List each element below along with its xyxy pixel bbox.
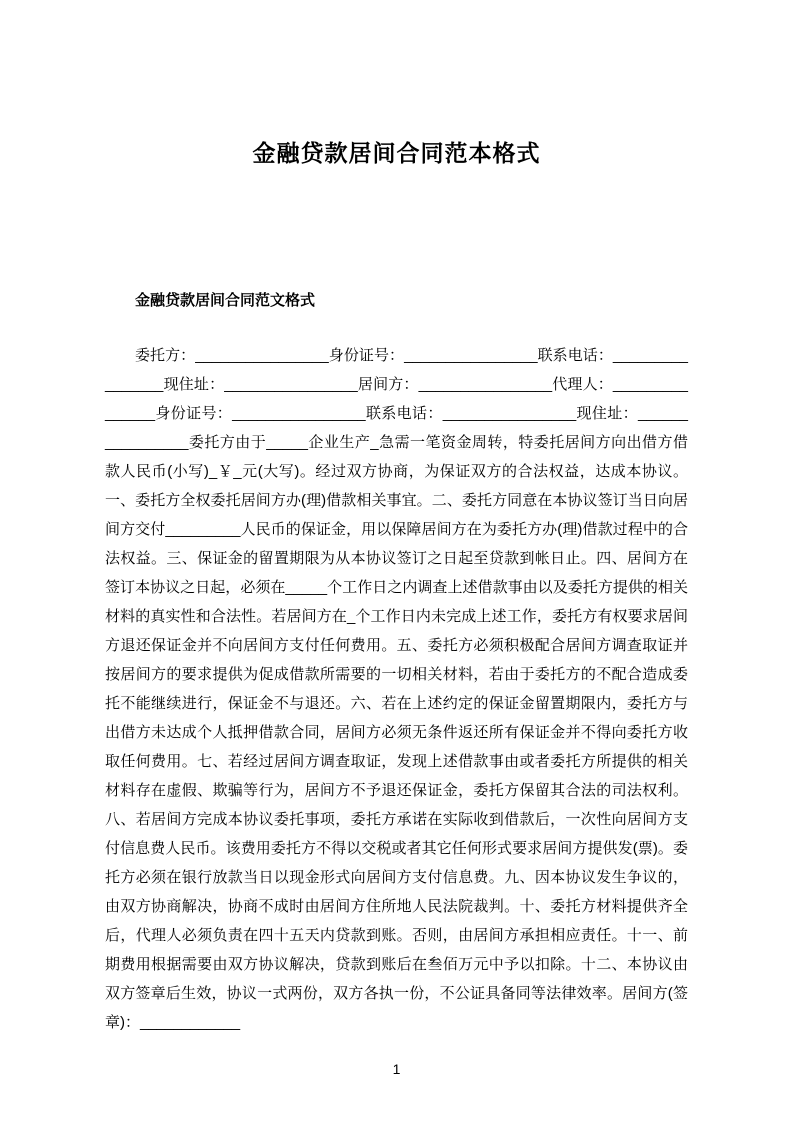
page-number: 1 bbox=[392, 1061, 401, 1077]
contract-body-text: 委托方：________________身份证号：________________联系电话：________________现住址：________________居间方：________________代理人：_______________身份证号：________________联系电话：________________现住址：________________委托方由于_____企业生产_急需一笔资金周转，特委托居间方向出借方借款人民币(小写)_￥_元(大写)。经过双方协商，为保证双方的合法权益，达成本协议。一、委托方全权委托居间方办(理)借款相关事宜。二、委托方同意在本协议签订当日向居间方交付_________人民币的保证金，用以保障居间方在为委托方办(理)借款过程中的合法权益。三、保证金的留置期限为从本协议签订之日起至贷款到帐日止。四、居间方在签订本协议之日起，必须在_____个工作日之内调查上述借款事由以及委托方提供的相关材料的真实性和合法性。若居间方在_个工作日内未完成上述工作，委托方有权要求居间方退还保证金并不向居间方支付任何费用。五、委托方必须积极配合居间方调查取证并按居间方的要求提供为促成借款所需要的一切相关材料，若由于委托方的不配合造成委托不能继续进行，保证金不与退还。六、若在上述约定的保证金留置期限内，委托方与出借方未达成个人抵押借款合同，居间方必须无条件返还所有保证金并不得向委托方收取任何费用。七、若经过居间方调查取证，发现上述借款事由或者委托方所提供的相关材料存在虚假、欺骗等行为，居间方不予退还保证金，委托方保留其合法的司法权利。八、若居间方完成本协议委托事项，委托方承诺在实际收到借款后，一次性向居间方支付信息费人民币。该费用委托方不得以交税或者其它任何形式要求居间方提供发(票)。委托方必须在银行放款当日以现金形式向居间方支付信息费。九、因本协议发生争议的，由双方协商解决，协商不成时由居间方住所地人民法院裁判。十、委托方材料提供齐全后，代理人必须负责在四十五天内贷款到账。否则，由居间方承担相应责任。十一、前期费用根据需要由双方协议解决，贷款到账后在叁佰万元中予以扣除。十二、本协议由双方签章后生效，协议一式两份，双方各执一份，不公证具备同等法律效率。居间方(签章)：____________ bbox=[105, 346, 688, 1031]
document-title: 金融贷款居间合同范本格式 bbox=[252, 140, 541, 166]
document-subtitle: 金融贷款居间合同范文格式 bbox=[135, 291, 316, 309]
